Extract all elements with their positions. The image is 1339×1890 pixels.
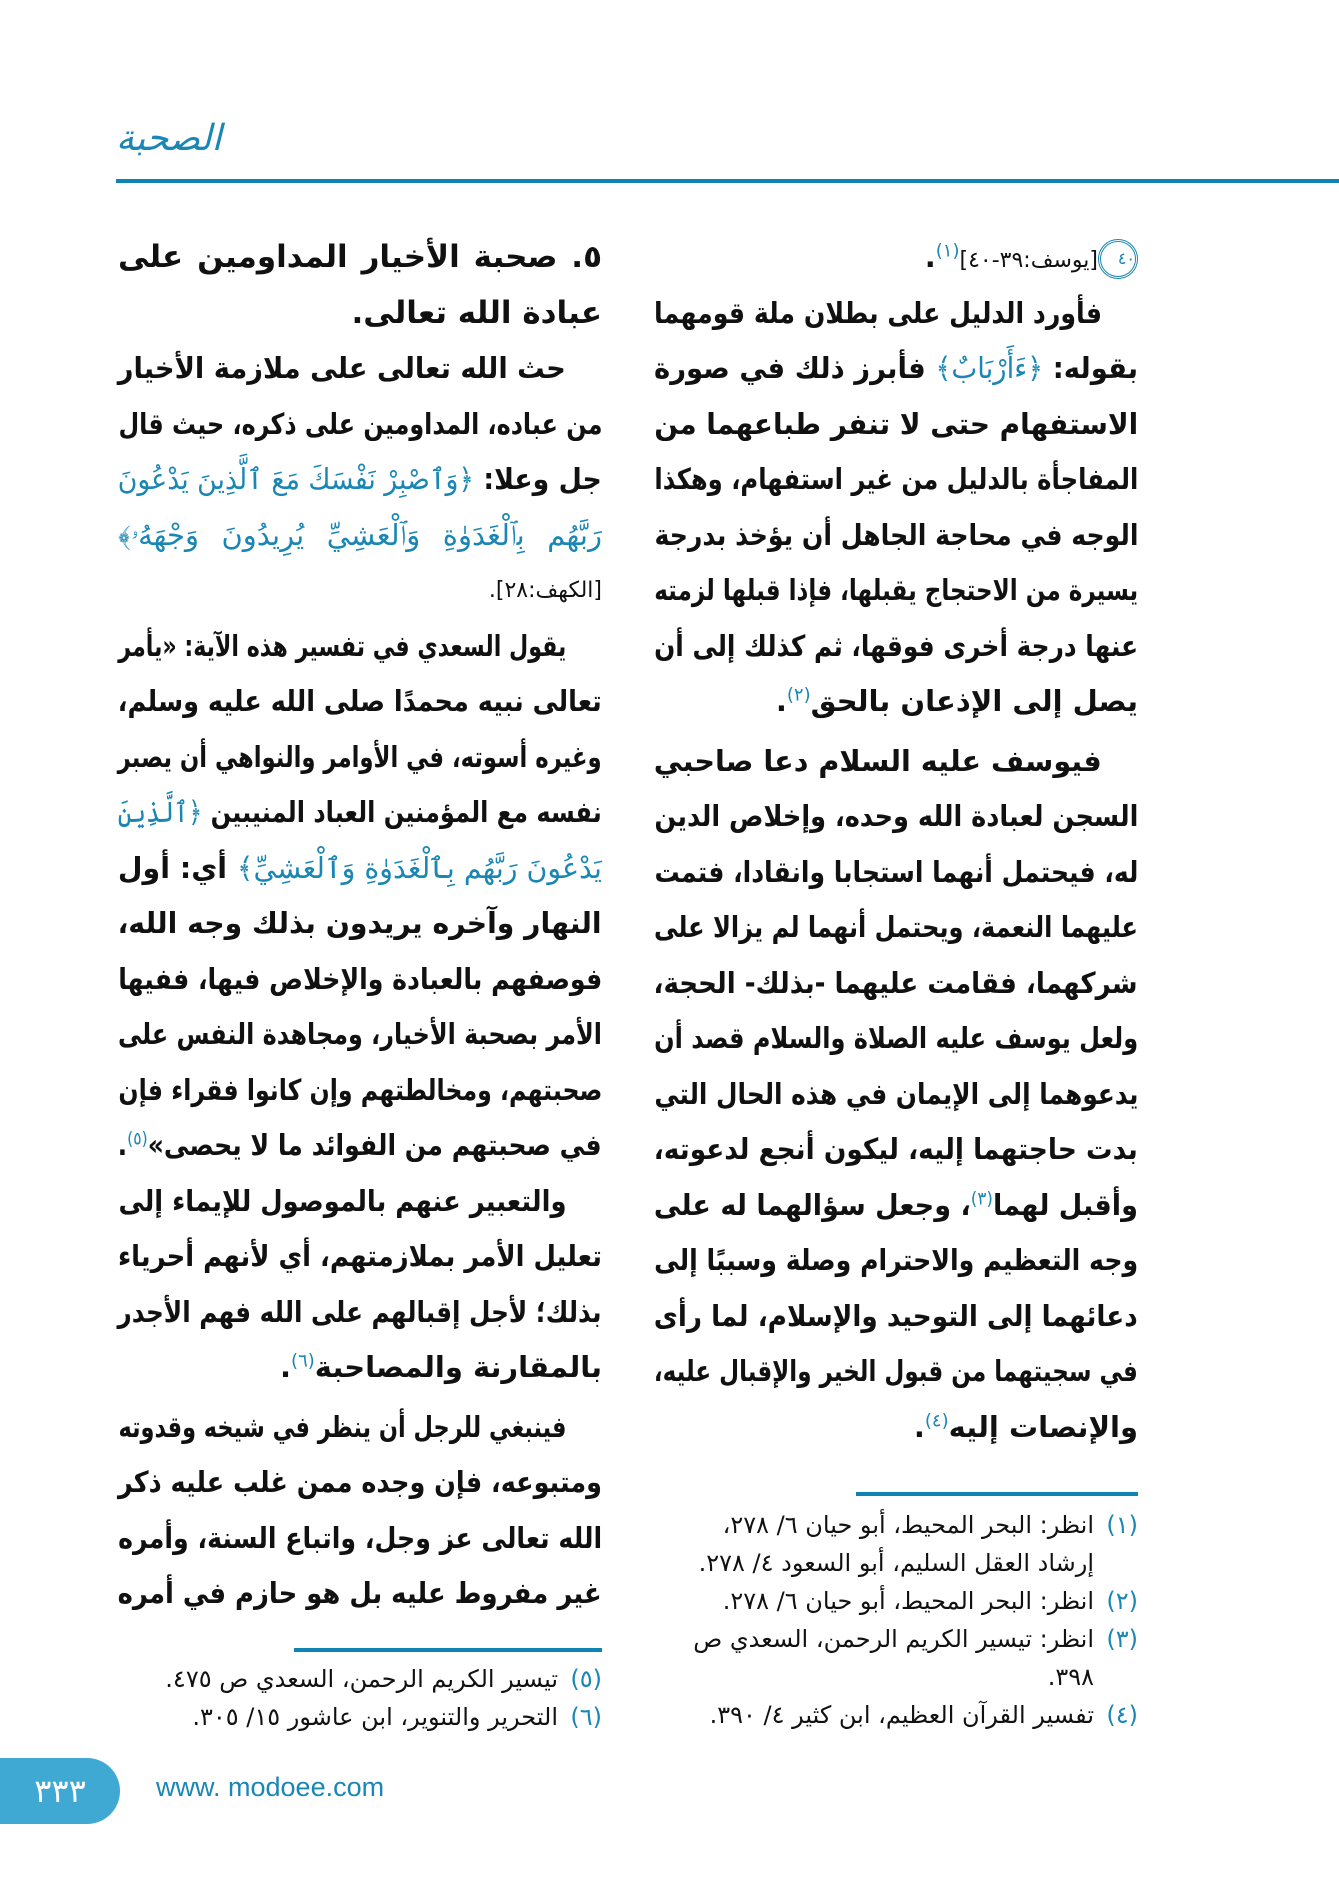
text-run: ، وجعل سؤالهما له على <box>653 1187 971 1222</box>
text-run: يقول السعدي في تفسير هذه الآية: «يأمر <box>118 628 566 663</box>
text-line <box>654 956 1138 1012</box>
quran-verse: رَبَّهُم بِٱلْغَدَوٰةِ وَٱلْعَشِيِّ يُرِيدُونَ وَجْهَهُۥ﴾ <box>118 517 602 552</box>
text-run: بقوله: <box>1043 351 1138 385</box>
footnotes-right <box>654 1506 1138 1734</box>
footnote-number: (٦) <box>570 1703 602 1731</box>
text-run: شركهما، فقامت عليهما -بذلك- الحجة، <box>654 965 1138 1000</box>
text-run: تعالى نبيه محمدًا صلى الله عليه وسلم، <box>117 684 602 718</box>
text-line <box>654 341 1138 397</box>
text-line-content <box>118 397 602 453</box>
text-run: . <box>913 1409 925 1444</box>
text-line <box>654 452 1138 508</box>
text-line <box>654 397 1138 453</box>
text-line-content <box>654 341 1138 397</box>
text-line <box>118 952 602 1008</box>
text-line-content <box>118 1118 602 1174</box>
text-run: السجن لعبادة الله وحده، وإخلاص الدين <box>653 799 1138 833</box>
text-line <box>654 1289 1138 1345</box>
text-run: الأمر بصحبة الأخيار، ومجاهدة النفس على <box>117 1017 602 1051</box>
text-line-content <box>654 1067 1138 1123</box>
text-line-content <box>118 1007 602 1063</box>
footnote-number: (٣) <box>1106 1625 1138 1653</box>
text-run: يسيرة من الاحتجاج يقبلها، فإذا قبلها لزمته <box>654 573 1138 607</box>
text-line-content <box>118 230 602 286</box>
text-run: فأورد الدليل على بطلان ملة قومهما <box>654 295 1102 330</box>
text-line-content <box>654 397 1138 453</box>
footnote <box>654 1544 1138 1582</box>
footnote-text: انظر: البحر المحيط، أبو حيان ٦/ ٢٧٨. <box>722 1587 1094 1615</box>
footnote-text: انظر: البحر المحيط، أبو حيان ٦/ ٢٧٨، <box>722 1511 1094 1539</box>
text-line <box>654 1344 1138 1400</box>
text-line-content <box>654 789 1138 845</box>
footnote-marker: (٤) <box>924 1409 949 1431</box>
footnote <box>654 1620 1138 1658</box>
text-line <box>654 789 1138 845</box>
text-run: ولعل يوسف عليه الصلاة والسلام قصد أن <box>653 1021 1138 1055</box>
text-run: فيوسف عليه السلام دعا صاحبي <box>653 743 1102 778</box>
footnote <box>654 1658 1138 1696</box>
text-line <box>118 619 602 675</box>
text-line <box>654 674 1138 730</box>
text-line-content <box>654 452 1138 508</box>
footnote <box>118 1660 602 1698</box>
text-run: فينبغي للرجل أن ينظر في شيخه وقدوته <box>117 1409 566 1444</box>
text-run: عبادة الله تعالى. <box>351 294 602 331</box>
text-line-content <box>118 563 602 619</box>
text-line <box>654 900 1138 956</box>
text-line-content <box>118 1400 566 1456</box>
text-line-content <box>118 785 602 841</box>
footnote-marker: (١) <box>935 240 960 262</box>
quran-verse: ﴿ءَأَرْبَابٌ﴾ <box>935 351 1044 385</box>
text-run: بدت حاجتهما إليه، ليكون أنجع لدعوته، <box>654 1132 1138 1166</box>
text-run: يصل إلى الإذعان بالحق <box>810 684 1138 718</box>
text-line <box>118 1566 602 1622</box>
text-run: من عباده، المداومين على ذكره، حيث قال <box>117 406 602 441</box>
text-line <box>118 1511 602 1567</box>
footnote-number: (٢) <box>1106 1587 1138 1615</box>
text-line-content <box>118 1285 602 1341</box>
text-line-content <box>118 619 566 675</box>
footnote-marker: (٢) <box>786 684 811 706</box>
text-line-content <box>654 674 1138 730</box>
footnote <box>654 1696 1138 1734</box>
text-run: جل وعلا: <box>474 462 602 496</box>
text-line-content <box>118 286 602 342</box>
text-run: . <box>280 1350 292 1384</box>
text-run: . <box>775 684 787 718</box>
text-line <box>654 563 1138 619</box>
text-run: أي: أول <box>117 850 237 885</box>
header-rule <box>116 179 1339 183</box>
text-run: نفسه مع المؤمنين العباد المنيبين <box>202 795 602 829</box>
footnote-number: (١) <box>1106 1511 1138 1539</box>
text-line <box>118 1007 602 1063</box>
footnote <box>654 1582 1138 1620</box>
text-run: فأبرز ذلك في صورة <box>654 351 936 385</box>
text-line-content <box>654 900 1138 956</box>
text-line-content <box>654 956 1138 1012</box>
website-url: www. modoee.com <box>156 1772 385 1802</box>
text-line <box>654 286 1138 342</box>
text-run: حث الله تعالى على ملازمة الأخيار <box>118 351 566 385</box>
footnote <box>118 1698 602 1736</box>
text-line <box>654 230 1138 286</box>
text-line-content <box>654 230 1138 289</box>
text-run: تعليل الأمر بملازمتهم، أي لأنهم أحرياء <box>118 1239 602 1273</box>
text-line <box>118 896 602 952</box>
text-run: عنها درجة أخرى فوقها، ثم كذلك إلى أن <box>653 628 1138 663</box>
running-header-title: الصحبة <box>116 118 222 159</box>
text-line <box>118 230 602 286</box>
text-line <box>118 674 602 730</box>
text-line <box>654 734 1138 790</box>
footnote-text: ٣٩٨. <box>1047 1663 1094 1691</box>
text-line-content <box>654 845 1138 901</box>
text-line <box>118 1400 602 1456</box>
text-line <box>654 1067 1138 1123</box>
footnote <box>654 1506 1138 1544</box>
text-run: بالمقارنة والمصاحبة <box>314 1350 602 1384</box>
text-run: وغيره أسوته، في الأوامر والنواهي أن يصبر <box>117 739 602 774</box>
text-run: والتعبير عنهم بالموصول للإيماء إلى <box>117 1183 566 1218</box>
text-line <box>654 1122 1138 1178</box>
text-run: وأقبل لهما <box>993 1187 1138 1222</box>
text-line-content <box>118 452 602 508</box>
text-line <box>118 452 602 508</box>
footnote-marker: (٥) <box>127 1128 149 1150</box>
text-line <box>654 1011 1138 1067</box>
text-line-content <box>118 896 602 952</box>
text-line-content <box>654 563 1138 619</box>
text-line <box>118 785 602 841</box>
text-line <box>118 730 602 786</box>
text-run: والإنصات إليه <box>948 1409 1138 1444</box>
text-line-content <box>118 341 566 397</box>
text-line <box>118 341 602 397</box>
text-line-content <box>118 1063 602 1119</box>
text-line <box>118 1455 602 1511</box>
quran-verse: ﴿ٱلَّذِينَ <box>117 795 203 829</box>
footnote-text: التحرير والتنوير، ابن عاشور ١٥/ ٣٠٥. <box>192 1703 558 1731</box>
left-column <box>118 230 602 1622</box>
text-line-content <box>654 1122 1138 1178</box>
text-line <box>654 1400 1138 1456</box>
text-run: بذلك؛ لأجل إقبالهم على الله فهم الأجدر <box>118 1294 602 1329</box>
text-line <box>654 1178 1138 1234</box>
text-run: الوجه في محاجة الجاهل أن يؤخذ بدرجة <box>653 517 1138 552</box>
text-run: له، فيحتمل أنهما استجابا وانقادا، فتمت <box>653 854 1138 889</box>
text-line <box>118 1229 602 1285</box>
text-line <box>118 286 602 342</box>
text-line-content <box>118 508 602 564</box>
ayah-number-icon: ٤٠ <box>1098 239 1138 279</box>
text-line-content <box>118 1455 602 1511</box>
text-line-content <box>654 508 1138 564</box>
text-line-content <box>118 730 602 786</box>
text-line-content <box>118 1229 602 1285</box>
text-line <box>118 1118 602 1174</box>
text-line-content <box>118 841 602 897</box>
footnote-marker: (٣) <box>970 1187 994 1209</box>
text-run: في صحبتهم من الفوائد ما لا يحصى» <box>148 1128 602 1162</box>
text-run: الاستفهام حتى لا تنفر طباعهما من <box>653 406 1138 441</box>
text-run: فوصفهم بالعبادة والإخلاص فيها، ففيها <box>118 961 602 996</box>
text-line-content <box>654 286 1102 342</box>
text-run: في سجيتهما من قبول الخير والإقبال عليه، <box>654 1354 1138 1388</box>
text-line <box>118 563 602 619</box>
text-run: [الكهف:٢٨]. <box>488 578 602 603</box>
text-line-content <box>654 1011 1138 1067</box>
text-run: وجه التعظيم والاحترام وصلة وسببًا إلى <box>653 1243 1138 1277</box>
footnote-separator-right <box>856 1492 1138 1496</box>
text-line-content <box>118 1511 602 1567</box>
text-run: المفاجأة بالدليل من غير استفهام، وهكذا <box>654 462 1138 496</box>
text-line-content <box>654 1400 1138 1456</box>
footnote-number: (٤) <box>1106 1701 1138 1729</box>
footnote-text: إرشاد العقل السليم، أبو السعود ٤/ ٢٧٨. <box>698 1549 1094 1577</box>
text-run: ٥. صحبة الأخيار المداومين على <box>118 239 602 275</box>
text-line-content <box>654 1233 1138 1289</box>
footnote-text: انظر: تيسير الكريم الرحمن، السعدي ص <box>693 1625 1094 1653</box>
quran-verse: ﴿وَٱصْبِرْ نَفْسَكَ مَعَ ٱلَّذِينَ يَدْعُونَ <box>117 462 475 496</box>
footnotes-left <box>118 1660 602 1736</box>
footnote-marker: (٦) <box>291 1350 315 1372</box>
footnote-number: (٥) <box>570 1665 602 1693</box>
text-line-content <box>654 1344 1138 1400</box>
text-line-content <box>118 1566 602 1622</box>
page-number: ٣٣٣ <box>0 1758 120 1824</box>
text-line-content <box>118 1174 566 1230</box>
text-run: الله تعالى عز وجل، واتباع السنة، وأمره <box>117 1520 602 1555</box>
text-line-content <box>654 1289 1138 1345</box>
text-run: صحبتهم، ومخالطتهم وإن كانوا فقراء فإن <box>118 1072 602 1107</box>
text-line <box>118 1285 602 1341</box>
text-line <box>654 619 1138 675</box>
text-line-content <box>118 952 602 1008</box>
text-line <box>118 397 602 453</box>
text-line-content <box>654 734 1102 790</box>
text-run: عليهما النعمة، ويحتمل أنهما لم يزالا على <box>653 910 1138 944</box>
footnote-text: تفسير القرآن العظيم، ابن كثير ٤/ ٣٩٠. <box>709 1701 1094 1729</box>
footnote-separator-left <box>294 1648 602 1652</box>
text-run: . <box>118 1128 128 1162</box>
quran-verse: يَدْعُونَ رَبَّهُم بِٱلْغَدَوٰةِ وَٱلْعَشِيِّ﴾ <box>236 850 602 885</box>
text-run: . <box>924 240 936 274</box>
text-line <box>118 508 602 564</box>
text-run: غير مفروط عليه بل هو حازم في أمره <box>118 1576 602 1610</box>
text-line <box>118 1174 602 1230</box>
right-column <box>654 230 1138 1455</box>
text-line <box>118 841 602 897</box>
text-run: يدعوهما إلى الإيمان في هذه الحال التي <box>653 1076 1138 1111</box>
text-line-content <box>118 1340 602 1396</box>
text-line <box>118 1340 602 1396</box>
text-run: دعائهما إلى التوحيد والإسلام، لما رأى <box>653 1298 1138 1333</box>
verse-reference: [يوسف:٣٩-٤٠] <box>959 248 1098 273</box>
text-line <box>118 1063 602 1119</box>
text-line <box>654 508 1138 564</box>
text-line-content <box>654 619 1138 675</box>
footnote-text: تيسير الكريم الرحمن، السعدي ص ٤٧٥. <box>165 1665 558 1693</box>
text-run: ومتبوعه، فإن وجده ممن غلب عليه ذكر <box>117 1465 602 1499</box>
text-line <box>654 1233 1138 1289</box>
text-line-content <box>654 1178 1138 1234</box>
text-line-content <box>118 674 602 730</box>
text-line <box>654 845 1138 901</box>
text-run: النهار وآخره يريدون بذلك وجه الله، <box>117 906 602 940</box>
